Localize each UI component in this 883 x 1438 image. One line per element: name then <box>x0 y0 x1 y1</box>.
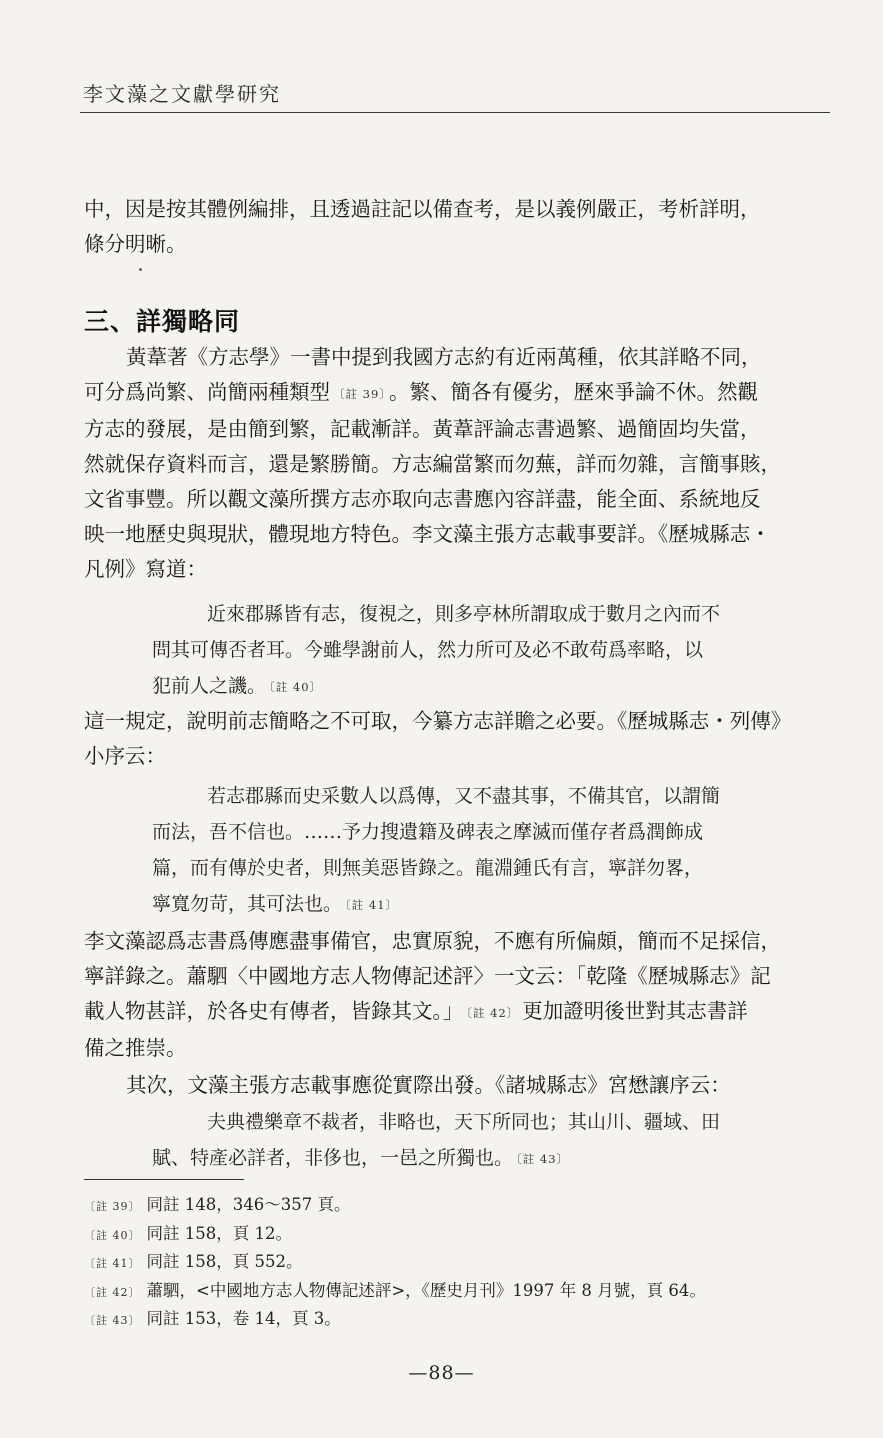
footnote-label: 〔註 42〕 <box>84 1285 141 1299</box>
text-line: 這一規定，說明前志簡略之不可取，今纂方志詳贍之必要。《歷城縣志・列傳》 <box>84 709 792 733</box>
paragraph-3 <box>84 704 829 774</box>
running-head: 李文藻之文獻學研究 <box>83 82 281 106</box>
note-ref-43: 〔註 43〕 <box>516 1152 570 1166</box>
quote-line: 問其可傳否者耳。今雖學謝前人，然力所可及必不敢苟爲率略，以 <box>152 639 704 661</box>
footnote-40: 〔註 40〕 同註 158，頁 12。 <box>84 1223 292 1243</box>
note-ref-42: 〔註 42〕 <box>466 1006 520 1020</box>
text-line: 備之推崇。 <box>84 1036 187 1060</box>
note-ref-39: 〔註 39〕 <box>333 387 387 401</box>
footnote-label: 〔註 41〕 <box>84 1257 141 1270</box>
paragraph-1 <box>84 192 829 262</box>
text-line: 方志的發展，是由簡到繁，記載漸詳。黃葦評論志書過繁、過簡固均失當， <box>84 417 761 441</box>
quote-line: 近來郡縣皆有志，復視之，則多亭林所謂取成于數月之內而不 <box>207 603 721 625</box>
block-quote-3 <box>152 1104 812 1177</box>
text-line: 李文藻認爲志書爲傳應盡事備官，忠實原貌，不應有所偏頗，簡而不足採信， <box>84 929 781 953</box>
footnote-39: 〔註 39〕 同註 148，346～357 頁。 <box>84 1195 351 1214</box>
text-line: 然就保存資料而言，還是繁勝簡。方志編當繁而勿蕪，詳而勿雜，言簡事賅， <box>84 452 781 476</box>
footnote-label: 〔註 43〕 <box>84 1314 141 1327</box>
quote-line: 寧寬勿苛，其可法也。 〔註 41〕 <box>152 893 399 915</box>
page-number: —88— <box>408 1362 475 1384</box>
text-line: 載人物甚詳，於各史有傳者，皆錄其文。」 〔註 42〕 更加證明後世對其志書詳 <box>84 999 748 1023</box>
header-rule <box>80 112 830 113</box>
text-line: 寧詳錄之。蕭駟〈中國地方志人物傳記述評〉一文云：「乾隆《歷城縣志》記 <box>84 964 771 988</box>
text-line: 可分爲尚繁、尚簡兩種類型 〔註 39〕 。繁、簡各有優劣，歷來爭論不休。然觀 <box>84 380 759 404</box>
text-line: 小序云： <box>84 744 166 768</box>
quote-line: 篇，而有傳於史者，則無美惡皆錄之。龍淵鍾氏有言，寧詳勿畧， <box>152 857 704 879</box>
text-line: 文省事豐。所以觀文藻所撰方志亦取向志書應內容詳盡，能全面、系統地反 <box>84 487 761 511</box>
paragraph-4 <box>84 924 829 1066</box>
note-ref-41: 〔註 41〕 <box>345 898 399 912</box>
paragraph-5 <box>84 1068 829 1103</box>
text-line: 黃葦著《方志學》一書中提到我國方志約有近兩萬種，依其詳略不同， <box>126 345 762 369</box>
footnote-43: 〔註 43〕 同註 153，卷 14，頁 3。 <box>84 1309 341 1328</box>
footnote-rule <box>84 1179 244 1180</box>
quote-line: 若志郡縣而史采數人以爲傳，又不盡其事，不備其官，以謂簡 <box>207 785 721 807</box>
text-line: 中，因是按其體例編排，且透過註記以備查考，是以義例嚴正，考析詳明， <box>84 197 761 221</box>
text-line: 映一地歷史與現狀，體現地方特色。李文藻主張方志載事要詳。《歷城縣志・ <box>84 522 771 546</box>
note-ref-40: 〔註 40〕 <box>269 680 323 694</box>
section-heading: 三、詳獨略同 <box>84 307 241 336</box>
quote-line: 賦、特產必詳者，非侈也，一邑之所獨也。 〔註 43〕 <box>152 1147 570 1169</box>
footnote-label: 〔註 39〕 <box>84 1200 141 1213</box>
quote-line: 犯前人之譏。 〔註 40〕 <box>152 675 323 697</box>
text-line: 凡例》寫道： <box>84 557 207 581</box>
footnote-label: 〔註 40〕 <box>84 1228 141 1242</box>
footnote-41: 〔註 41〕 同註 158，頁 552。 <box>84 1252 303 1271</box>
paragraph-2 <box>84 340 829 587</box>
quote-line: 夫典禮樂章不裁者，非略也，天下所同也；其山川、疆域、田 <box>207 1111 721 1133</box>
stray-mark <box>139 268 142 271</box>
footnotes <box>84 1192 824 1335</box>
text-line: 其次，文藻主張方志載事應從實際出發。《諸城縣志》宮懋讓序云： <box>126 1073 731 1097</box>
footnote-42: 〔註 42〕 蕭駟，<中國地方志人物傳記述評>，《歷史月刊》1997 年 8 月號，頁 64。 <box>84 1280 706 1300</box>
quote-line: 而法，吾不信也。……予力搜遺籍及碑表之摩滅而僅存者爲潤飾成 <box>152 821 704 843</box>
text-line: 條分明晰。 <box>84 232 187 256</box>
block-quote-2 <box>152 778 812 923</box>
block-quote-1 <box>152 596 812 705</box>
